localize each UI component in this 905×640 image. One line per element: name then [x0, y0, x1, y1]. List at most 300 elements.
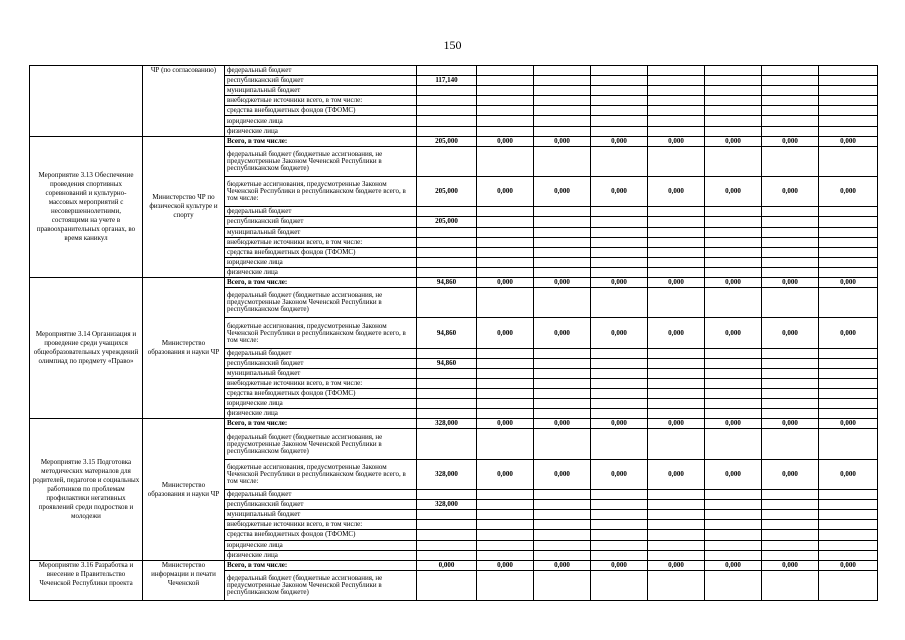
amount-cell: 0,000: [534, 177, 591, 207]
funding-source-cell: средства внебюджетных фондов (ТФОМС): [225, 106, 417, 116]
amount-cell: [591, 288, 648, 318]
amount-cell: [762, 96, 819, 106]
amount-cell: [417, 146, 477, 176]
table-row: [30, 136, 878, 146]
amount-cell: 0,000: [477, 136, 534, 146]
funding-source-cell: юридические лица: [225, 257, 417, 267]
amount-cell: 0,000: [705, 560, 762, 570]
table-row: [30, 66, 878, 76]
amount-cell: [819, 550, 878, 560]
amount-cell: [648, 358, 705, 368]
amount-cell: [417, 237, 477, 247]
amount-cell: [762, 389, 819, 399]
amount-cell: [591, 106, 648, 116]
amount-cell: [705, 76, 762, 86]
amount-cell: [762, 146, 819, 176]
amount-cell: [762, 257, 819, 267]
amount-cell: [534, 76, 591, 86]
amount-cell: [762, 358, 819, 368]
amount-cell: [477, 288, 534, 318]
table-row: [30, 560, 878, 570]
amount-cell: [648, 429, 705, 459]
amount-cell: [648, 76, 705, 86]
amount-cell: [819, 237, 878, 247]
amount-cell: [762, 267, 819, 277]
amount-cell: [591, 227, 648, 237]
amount-cell: 94,860: [417, 278, 477, 288]
amount-cell: [819, 116, 878, 126]
amount-cell: [477, 106, 534, 116]
amount-cell: [648, 126, 705, 136]
amount-cell: [762, 550, 819, 560]
amount-cell: [705, 570, 762, 600]
funding-source-cell: внебюджетные источники всего, в том числе:: [225, 378, 417, 388]
funding-source-cell: муниципальный бюджет: [225, 510, 417, 520]
amount-cell: 0,000: [477, 459, 534, 489]
amount-cell: [819, 217, 878, 227]
amount-cell: 0,000: [477, 177, 534, 207]
amount-cell: [534, 106, 591, 116]
amount-cell: 0,000: [648, 560, 705, 570]
amount-cell: [762, 237, 819, 247]
amount-cell: [648, 368, 705, 378]
amount-cell: [534, 247, 591, 257]
amount-cell: 0,000: [648, 419, 705, 429]
amount-cell: [705, 288, 762, 318]
amount-cell: [819, 510, 878, 520]
amount-cell: [534, 267, 591, 277]
amount-cell: 0,000: [534, 136, 591, 146]
amount-cell: 0,000: [762, 318, 819, 348]
amount-cell: [762, 378, 819, 388]
amount-cell: [762, 86, 819, 96]
amount-cell: [819, 540, 878, 550]
amount-cell: 0,000: [705, 278, 762, 288]
amount-cell: [417, 66, 477, 76]
funding-source-cell: физические лица: [225, 550, 417, 560]
amount-cell: [417, 207, 477, 217]
amount-cell: [477, 399, 534, 409]
amount-cell: 328,000: [417, 459, 477, 489]
amount-cell: [648, 510, 705, 520]
funding-source-cell: муниципальный бюджет: [225, 86, 417, 96]
amount-cell: [534, 96, 591, 106]
amount-cell: [477, 368, 534, 378]
funding-table: [29, 65, 878, 601]
funding-source-cell: муниципальный бюджет: [225, 227, 417, 237]
amount-cell: [477, 389, 534, 399]
table-row: [30, 419, 878, 429]
amount-cell: [819, 257, 878, 267]
amount-cell: [591, 399, 648, 409]
amount-cell: [477, 550, 534, 560]
amount-cell: [762, 490, 819, 500]
amount-cell: 0,000: [591, 419, 648, 429]
amount-cell: [648, 530, 705, 540]
funding-source-cell: Всего, в том числе:: [225, 560, 417, 570]
amount-cell: 0,000: [534, 419, 591, 429]
amount-cell: [591, 146, 648, 176]
amount-cell: [648, 146, 705, 176]
amount-cell: [705, 530, 762, 540]
amount-cell: [591, 429, 648, 459]
amount-cell: [534, 348, 591, 358]
amount-cell: [819, 227, 878, 237]
amount-cell: [591, 389, 648, 399]
funding-source-cell: Всего, в том числе:: [225, 419, 417, 429]
amount-cell: [648, 288, 705, 318]
amount-cell: [591, 409, 648, 419]
amount-cell: [762, 207, 819, 217]
amount-cell: [762, 429, 819, 459]
amount-cell: [534, 520, 591, 530]
amount-cell: 0,000: [762, 278, 819, 288]
amount-cell: [648, 399, 705, 409]
amount-cell: [591, 257, 648, 267]
amount-cell: [477, 247, 534, 257]
amount-cell: [705, 399, 762, 409]
amount-cell: [648, 409, 705, 419]
amount-cell: 0,000: [591, 136, 648, 146]
amount-cell: [705, 267, 762, 277]
amount-cell: [477, 96, 534, 106]
amount-cell: 0,000: [819, 419, 878, 429]
amount-cell: [591, 490, 648, 500]
funding-source-cell: физические лица: [225, 126, 417, 136]
amount-cell: [648, 86, 705, 96]
amount-cell: [819, 207, 878, 217]
amount-cell: 0,000: [819, 278, 878, 288]
amount-cell: [705, 146, 762, 176]
amount-cell: [648, 348, 705, 358]
amount-cell: [705, 368, 762, 378]
amount-cell: [648, 247, 705, 257]
amount-cell: 205,000: [417, 177, 477, 207]
amount-cell: [591, 76, 648, 86]
amount-cell: [477, 207, 534, 217]
amount-cell: 0,000: [477, 318, 534, 348]
amount-cell: [819, 490, 878, 500]
amount-cell: [705, 126, 762, 136]
amount-cell: [534, 510, 591, 520]
amount-cell: [762, 348, 819, 358]
amount-cell: [534, 399, 591, 409]
amount-cell: [819, 288, 878, 318]
amount-cell: [591, 247, 648, 257]
amount-cell: 0,000: [591, 560, 648, 570]
event-name-cell: Мероприятие 3.13 Обеспечение проведения спортивных соревнований и культурно-массовых мероприятий с несовершеннолетними, состоящими на учете в правоохранительных органах, во время каникул: [30, 136, 143, 277]
amount-cell: [534, 146, 591, 176]
amount-cell: [819, 429, 878, 459]
amount-cell: [648, 520, 705, 530]
event-name-cell: Мероприятие 3.15 Подготовка методических материалов для родителей, педагогов и социальных работников по проблемам профилактики негативных проявлений среди подростков и молодежи: [30, 419, 143, 560]
amount-cell: [705, 116, 762, 126]
amount-cell: [705, 429, 762, 459]
amount-cell: [477, 348, 534, 358]
funding-source-cell: физические лица: [225, 267, 417, 277]
amount-cell: [591, 207, 648, 217]
amount-cell: [705, 207, 762, 217]
amount-cell: [417, 106, 477, 116]
amount-cell: [648, 540, 705, 550]
amount-cell: [705, 247, 762, 257]
amount-cell: [417, 247, 477, 257]
amount-cell: [762, 520, 819, 530]
amount-cell: [534, 66, 591, 76]
amount-cell: [534, 288, 591, 318]
amount-cell: [648, 378, 705, 388]
amount-cell: [477, 520, 534, 530]
amount-cell: [648, 207, 705, 217]
amount-cell: [762, 217, 819, 227]
funding-source-cell: бюджетные ассигнования, предусмотренные Законом Чеченской Республики в республиканском бюджете всего, в том числе:: [225, 318, 417, 348]
amount-cell: [591, 126, 648, 136]
amount-cell: [705, 257, 762, 267]
amount-cell: [534, 358, 591, 368]
amount-cell: 328,000: [417, 419, 477, 429]
amount-cell: [477, 146, 534, 176]
amount-cell: [819, 368, 878, 378]
amount-cell: 0,000: [819, 136, 878, 146]
event-name-cell: Мероприятие 3.16 Разработка и внесение в Правительство Чеченской Республики проекта: [30, 560, 143, 600]
funding-source-cell: федеральный бюджет: [225, 490, 417, 500]
funding-source-cell: внебюджетные источники всего, в том числе:: [225, 237, 417, 247]
amount-cell: 0,000: [705, 136, 762, 146]
amount-cell: [705, 237, 762, 247]
funding-source-cell: Всего, в том числе:: [225, 278, 417, 288]
funding-source-cell: Всего, в том числе:: [225, 136, 417, 146]
amount-cell: [534, 368, 591, 378]
amount-cell: [534, 126, 591, 136]
amount-cell: [819, 409, 878, 419]
table-body: [30, 66, 878, 601]
amount-cell: [819, 520, 878, 530]
amount-cell: [591, 540, 648, 550]
amount-cell: [477, 540, 534, 550]
amount-cell: [417, 368, 477, 378]
amount-cell: [417, 389, 477, 399]
executor-cell: ЧР (по согласованию): [143, 66, 225, 137]
amount-cell: [762, 247, 819, 257]
funding-source-cell: бюджетные ассигнования, предусмотренные Законом Чеченской Республики в республиканском бюджете всего, в том числе:: [225, 459, 417, 489]
amount-cell: [591, 66, 648, 76]
amount-cell: [705, 540, 762, 550]
amount-cell: 0,000: [705, 177, 762, 207]
amount-cell: 0,000: [648, 459, 705, 489]
funding-source-cell: физические лица: [225, 409, 417, 419]
amount-cell: [417, 399, 477, 409]
amount-cell: [417, 267, 477, 277]
amount-cell: [705, 520, 762, 530]
amount-cell: 0,000: [705, 459, 762, 489]
funding-source-cell: средства внебюджетных фондов (ТФОМС): [225, 530, 417, 540]
amount-cell: [534, 227, 591, 237]
amount-cell: [534, 500, 591, 510]
amount-cell: [648, 570, 705, 600]
amount-cell: [762, 540, 819, 550]
amount-cell: [591, 530, 648, 540]
amount-cell: [705, 66, 762, 76]
amount-cell: 0,000: [819, 560, 878, 570]
amount-cell: [648, 257, 705, 267]
funding-source-cell: республиканский бюджет: [225, 358, 417, 368]
amount-cell: [648, 227, 705, 237]
amount-cell: [819, 96, 878, 106]
amount-cell: [477, 257, 534, 267]
event-name-cell: [30, 66, 143, 137]
amount-cell: [534, 217, 591, 227]
amount-cell: [819, 500, 878, 510]
amount-cell: [762, 288, 819, 318]
amount-cell: [417, 257, 477, 267]
amount-cell: [534, 237, 591, 247]
amount-cell: [705, 510, 762, 520]
amount-cell: [477, 490, 534, 500]
amount-cell: 0,000: [648, 278, 705, 288]
amount-cell: [591, 368, 648, 378]
amount-cell: 0,000: [819, 318, 878, 348]
amount-cell: [477, 126, 534, 136]
amount-cell: [477, 510, 534, 520]
amount-cell: [705, 378, 762, 388]
amount-cell: 0,000: [591, 459, 648, 489]
amount-cell: 94,860: [417, 318, 477, 348]
amount-cell: [477, 217, 534, 227]
amount-cell: [819, 126, 878, 136]
amount-cell: [591, 348, 648, 358]
funding-source-cell: федеральный бюджет: [225, 348, 417, 358]
amount-cell: [417, 429, 477, 459]
amount-cell: 0,000: [819, 177, 878, 207]
amount-cell: [648, 389, 705, 399]
amount-cell: 0,000: [705, 419, 762, 429]
amount-cell: [762, 399, 819, 409]
amount-cell: [417, 348, 477, 358]
funding-source-cell: федеральный бюджет (бюджетные ассигнования, не предусмотренные Законом Чеченской Республики в республиканском бюджете): [225, 570, 417, 600]
amount-cell: [477, 409, 534, 419]
amount-cell: [417, 550, 477, 560]
amount-cell: [477, 267, 534, 277]
funding-source-cell: юридические лица: [225, 540, 417, 550]
executor-cell: Министерство образования и науки ЧР: [143, 278, 225, 419]
amount-cell: [477, 378, 534, 388]
amount-cell: 0,000: [648, 318, 705, 348]
amount-cell: [477, 530, 534, 540]
amount-cell: 0,000: [762, 459, 819, 489]
amount-cell: [534, 429, 591, 459]
table-row: [30, 278, 878, 288]
amount-cell: [819, 267, 878, 277]
executor-cell: Министерство образования и науки ЧР: [143, 419, 225, 560]
amount-cell: [819, 358, 878, 368]
amount-cell: 0,000: [762, 136, 819, 146]
amount-cell: [648, 217, 705, 227]
amount-cell: [762, 530, 819, 540]
amount-cell: [591, 237, 648, 247]
amount-cell: 94,860: [417, 358, 477, 368]
amount-cell: 117,140: [417, 76, 477, 86]
amount-cell: 0,000: [762, 177, 819, 207]
amount-cell: [705, 217, 762, 227]
amount-cell: [534, 570, 591, 600]
amount-cell: [477, 500, 534, 510]
amount-cell: [819, 66, 878, 76]
amount-cell: [591, 96, 648, 106]
amount-cell: [762, 368, 819, 378]
funding-source-cell: бюджетные ассигнования, предусмотренные Законом Чеченской Республики в республиканском бюджете всего, в том числе:: [225, 177, 417, 207]
amount-cell: [534, 389, 591, 399]
amount-cell: [477, 86, 534, 96]
amount-cell: [417, 570, 477, 600]
amount-cell: [762, 106, 819, 116]
amount-cell: [534, 378, 591, 388]
amount-cell: [705, 500, 762, 510]
amount-cell: [417, 540, 477, 550]
funding-source-cell: средства внебюджетных фондов (ТФОМС): [225, 389, 417, 399]
amount-cell: [819, 389, 878, 399]
amount-cell: [705, 358, 762, 368]
amount-cell: [534, 550, 591, 560]
amount-cell: [591, 267, 648, 277]
funding-source-cell: юридические лица: [225, 116, 417, 126]
amount-cell: 0,000: [477, 560, 534, 570]
funding-source-cell: федеральный бюджет (бюджетные ассигнования, не предусмотренные Законом Чеченской Республики в республиканском бюджете): [225, 146, 417, 176]
amount-cell: [648, 66, 705, 76]
amount-cell: 0,000: [648, 177, 705, 207]
amount-cell: [762, 500, 819, 510]
amount-cell: 0,000: [648, 136, 705, 146]
amount-cell: [591, 217, 648, 227]
amount-cell: [417, 96, 477, 106]
amount-cell: [417, 116, 477, 126]
amount-cell: 0,000: [762, 419, 819, 429]
amount-cell: [534, 490, 591, 500]
amount-cell: 0,000: [591, 177, 648, 207]
amount-cell: [762, 510, 819, 520]
amount-cell: [477, 227, 534, 237]
funding-source-cell: средства внебюджетных фондов (ТФОМС): [225, 247, 417, 257]
amount-cell: [417, 409, 477, 419]
amount-cell: [417, 227, 477, 237]
amount-cell: [648, 116, 705, 126]
amount-cell: 0,000: [534, 459, 591, 489]
funding-source-cell: республиканский бюджет: [225, 76, 417, 86]
amount-cell: 0,000: [705, 318, 762, 348]
event-name-cell: Мероприятие 3.14 Организация и проведение среди учащихся общеобразовательных учреждений олимпиад по предмету «Право»: [30, 278, 143, 419]
executor-cell: Министерство ЧР по физической культуре и спорту: [143, 136, 225, 277]
amount-cell: 328,000: [417, 500, 477, 510]
funding-source-cell: федеральный бюджет (бюджетные ассигнования, не предусмотренные Законом Чеченской Республики в республиканском бюджете): [225, 288, 417, 318]
amount-cell: [477, 237, 534, 247]
amount-cell: 205,000: [417, 136, 477, 146]
amount-cell: [477, 429, 534, 459]
amount-cell: [819, 348, 878, 358]
amount-cell: 0,000: [591, 278, 648, 288]
amount-cell: [477, 570, 534, 600]
amount-cell: [819, 530, 878, 540]
amount-cell: [648, 237, 705, 247]
amount-cell: 0,000: [477, 419, 534, 429]
amount-cell: [705, 227, 762, 237]
amount-cell: [705, 550, 762, 560]
amount-cell: [648, 106, 705, 116]
amount-cell: [591, 570, 648, 600]
amount-cell: [762, 409, 819, 419]
amount-cell: [705, 389, 762, 399]
funding-source-cell: республиканский бюджет: [225, 500, 417, 510]
amount-cell: [648, 96, 705, 106]
amount-cell: [705, 490, 762, 500]
